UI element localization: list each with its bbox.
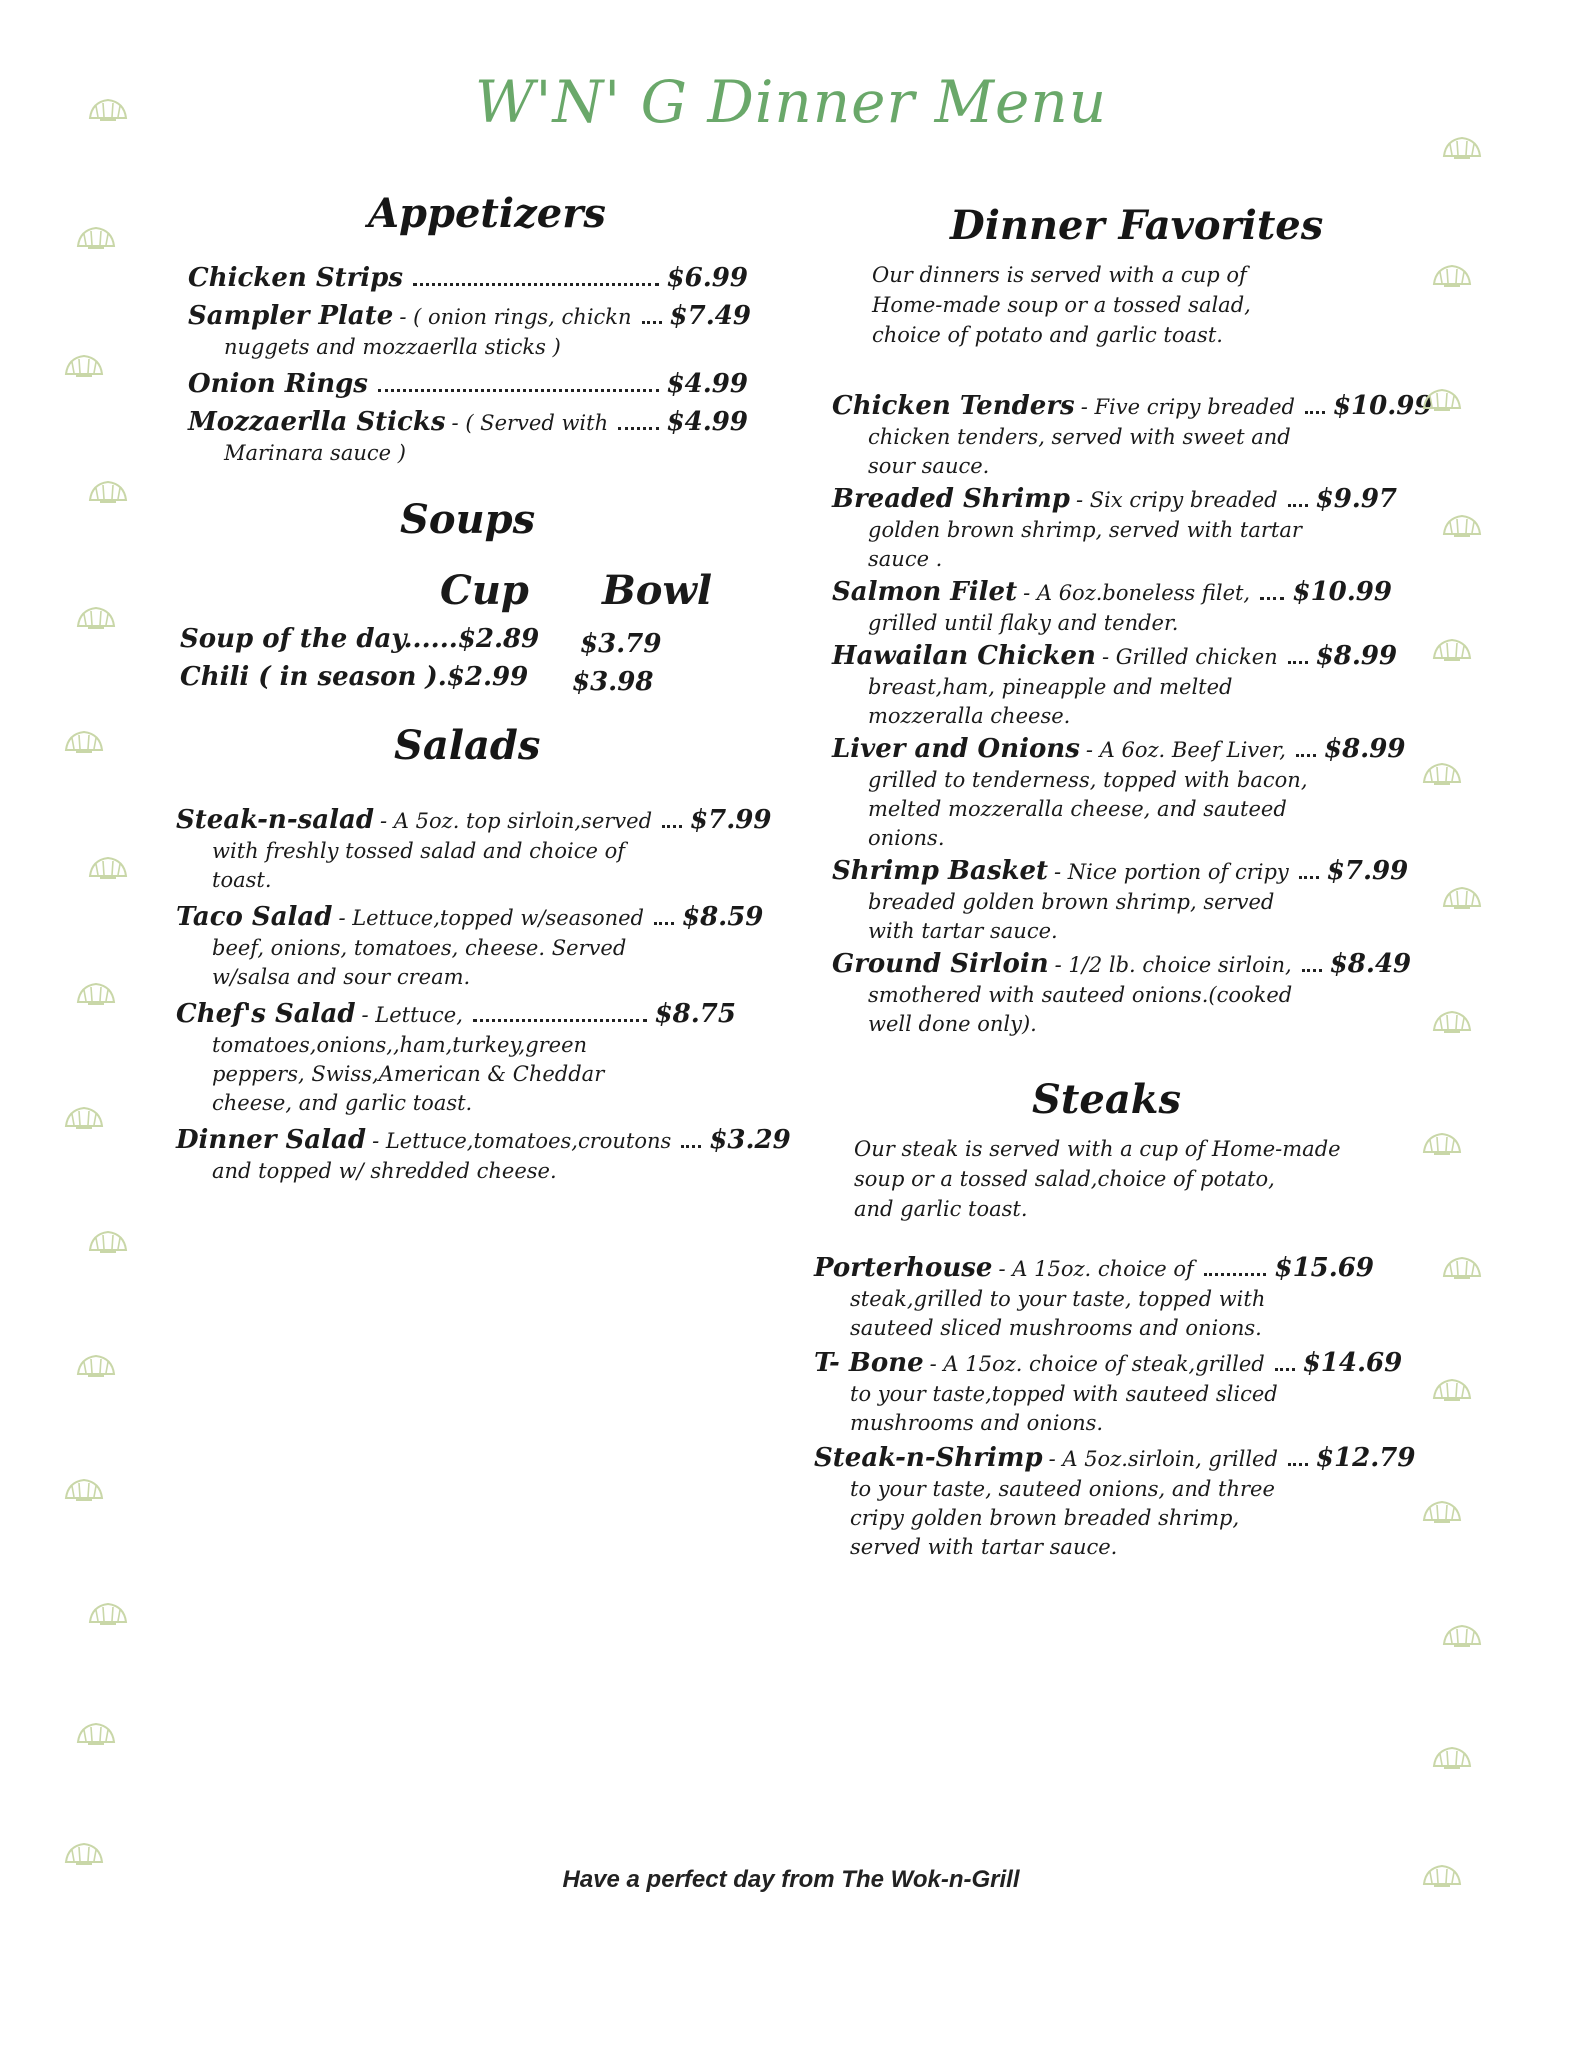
item-desc-cont: nuggets and mozzaerlla sticks ) <box>224 335 561 359</box>
shell-icon <box>86 854 130 884</box>
intro-line: soup or a tossed salad,choice of potato, <box>854 1167 1275 1191</box>
item-price: $7.99 <box>690 805 772 835</box>
item-desc: - Lettuce,topped w/seasoned <box>338 906 644 930</box>
item-price: $3.29 <box>709 1125 791 1155</box>
item-name: Chicken Strips <box>188 263 403 293</box>
menu-item <box>188 368 748 400</box>
item-desc-cont: sauce . <box>868 547 943 571</box>
item-line <box>832 948 1412 981</box>
item-desc: - Grilled chicken <box>1101 645 1278 669</box>
item-desc-cont: cripy golden brown breaded shrimp, <box>850 1506 1240 1530</box>
shell-icon <box>1440 1254 1484 1284</box>
item-name: Chicken Tenders <box>832 391 1075 421</box>
shell-icon <box>86 96 130 126</box>
shell-icon <box>74 1720 118 1750</box>
item-price: $8.99 <box>1315 641 1398 671</box>
item-price: $4.99 <box>666 369 748 399</box>
shell-icon <box>62 728 106 758</box>
item-name: Porterhouse <box>814 1253 993 1283</box>
salads-list <box>176 804 791 1192</box>
menu-item <box>814 1252 1374 1343</box>
item-name: T- Bone <box>814 1348 924 1378</box>
appetizers-list <box>188 262 751 474</box>
item-desc-cont: mushrooms and onions. <box>850 1411 1104 1435</box>
item-desc-cont: to your taste, sauteed onions, and three <box>850 1477 1275 1501</box>
item-desc: - Five cripy breaded <box>1080 395 1295 419</box>
shell-icon <box>62 1840 106 1870</box>
item-line <box>176 804 772 837</box>
menu-item <box>176 901 764 992</box>
item-desc-cont: and topped w/ shredded cheese. <box>212 1159 557 1183</box>
menu-item <box>832 483 1398 574</box>
item-name: Sampler Plate <box>188 301 394 331</box>
item-name: Steak-n-Shrimp <box>814 1443 1043 1473</box>
item-price: $8.59 <box>681 902 764 932</box>
item-desc-cont: melted mozzeralla cheese, and sauteed <box>868 797 1287 821</box>
menu-item <box>832 390 1433 481</box>
soup-cup-price: $2.99 <box>446 662 529 692</box>
item-desc-cont: grilled until flaky and tender. <box>868 611 1179 635</box>
item-desc: - A 5oz. top sirloin,served <box>380 809 653 833</box>
item-desc-cont: to your taste,topped with sauteed sliced <box>850 1382 1278 1406</box>
item-desc: - Lettuce,tomatoes,croutons <box>372 1129 672 1153</box>
leader-dots <box>1288 1463 1308 1466</box>
menu-item <box>832 855 1409 946</box>
item-desc-cont: well done only). <box>868 1012 1037 1036</box>
leader-dots <box>681 1145 701 1148</box>
item-desc-cont: tomatoes,onions,,ham,turkey,green <box>212 1033 588 1057</box>
item-desc-cont: served with tartar sauce. <box>850 1535 1118 1559</box>
item-price: $14.69 <box>1302 1348 1403 1378</box>
item-desc-cont: toast. <box>212 868 272 892</box>
menu-item <box>814 1442 1416 1562</box>
shell-icon <box>1430 1376 1474 1406</box>
item-desc-cont: smothered with sauteed onions.(cooked <box>868 983 1293 1007</box>
shell-icon <box>74 604 118 634</box>
shell-icon <box>1440 512 1484 542</box>
item-line <box>176 1124 791 1157</box>
leader-dots <box>413 283 659 286</box>
shell-icon <box>1440 1622 1484 1652</box>
shell-icon <box>86 1600 130 1630</box>
item-name: Breaded Shrimp <box>832 484 1070 514</box>
item-desc-cont: with tartar sauce. <box>868 919 1058 943</box>
menu-item <box>832 733 1406 853</box>
soup-cup-price: $2.89 <box>457 624 540 654</box>
leader-dots <box>654 922 674 925</box>
shell-icon <box>1430 1744 1474 1774</box>
item-desc-cont: w/salsa and sour cream. <box>212 965 471 989</box>
shell-icon <box>86 478 130 508</box>
appetizers-heading: Appetizers <box>368 190 606 237</box>
steaks-heading: Steaks <box>1032 1076 1181 1123</box>
menu-item <box>176 998 736 1118</box>
footer-text: Have a perfect day from The Wok-n-Grill <box>562 1866 1020 1893</box>
leader-dots <box>1305 411 1325 414</box>
item-desc: - Lettuce, <box>361 1003 463 1027</box>
item-desc: - A 6oz. Beef Liver, <box>1085 738 1286 762</box>
item-line <box>832 483 1398 516</box>
item-desc-cont: grilled to tenderness, topped with bacon, <box>868 768 1308 792</box>
item-desc-cont: peppers, Swiss,American & Cheddar <box>212 1062 605 1086</box>
item-name: Hawailan Chicken <box>832 641 1096 671</box>
soup-bowl-price: $3.98 <box>572 667 654 697</box>
item-price: $10.99 <box>1332 391 1433 421</box>
item-desc: - A 15oz. choice of steak,grilled <box>929 1352 1265 1376</box>
item-desc-cont: beef, onions, tomatoes, cheese. Served <box>212 936 627 960</box>
intro-line: choice of potato and garlic toast. <box>872 323 1223 347</box>
item-line <box>814 1252 1374 1285</box>
soups-cup-label: Cup <box>440 567 529 614</box>
soup-row <box>180 662 528 692</box>
menu-item <box>832 576 1392 638</box>
item-desc-cont: onions. <box>868 826 945 850</box>
menu-item <box>188 300 751 362</box>
shell-icon <box>62 1104 106 1134</box>
leader-dots <box>1296 754 1316 757</box>
leader-dots <box>378 389 659 392</box>
item-desc: - A 15oz. choice of <box>998 1257 1194 1281</box>
shell-icon <box>1420 1130 1464 1160</box>
item-price: $8.99 <box>1324 734 1406 764</box>
intro-line: and garlic toast. <box>854 1197 1028 1221</box>
item-line <box>832 855 1409 888</box>
item-desc: - ( onion rings, chickn <box>399 305 632 329</box>
item-price: $7.99 <box>1326 856 1409 886</box>
item-desc-cont: breaded golden brown shrimp, served <box>868 890 1275 914</box>
item-desc-cont: chicken tenders, served with sweet and <box>868 425 1291 449</box>
shell-icon <box>62 352 106 382</box>
item-desc-cont: sauteed sliced mushrooms and onions. <box>850 1316 1262 1340</box>
item-desc: - 1/2 lb. choice sirloin, <box>1054 953 1292 977</box>
intro-line: Our steak is served with a cup of Home-made <box>854 1137 1341 1161</box>
soups-heading: Soups <box>400 496 536 543</box>
item-name: Steak-n-salad <box>176 805 375 835</box>
steaks-list <box>814 1252 1416 1566</box>
menu-item <box>176 804 772 895</box>
shell-icon <box>74 224 118 254</box>
soup-name: Chili ( in season ). <box>180 662 447 692</box>
item-price: $8.75 <box>654 999 736 1029</box>
shell-icon <box>1420 760 1464 790</box>
item-price: $6.99 <box>666 263 748 293</box>
item-desc-cont: mozzeralla cheese. <box>868 704 1071 728</box>
item-name: Ground Sirloin <box>832 949 1049 979</box>
item-desc: - A 6oz.boneless filet, <box>1023 581 1251 605</box>
leader-dots <box>1204 1273 1267 1276</box>
item-price: $4.99 <box>666 407 748 437</box>
soup-name: Soup of the day...... <box>180 624 458 654</box>
steaks-intro <box>854 1134 1341 1224</box>
leader-dots <box>1260 597 1284 600</box>
leader-dots <box>473 1019 647 1022</box>
soups-bowl-label: Bowl <box>602 567 713 614</box>
leader-dots <box>662 825 682 828</box>
menu-item <box>188 262 748 294</box>
item-name: Chef's Salad <box>176 999 356 1029</box>
shell-icon <box>1430 636 1474 666</box>
menu-item <box>176 1124 791 1186</box>
item-price: $12.79 <box>1315 1443 1416 1473</box>
item-line <box>814 1442 1416 1475</box>
menu-item <box>188 406 748 468</box>
salads-heading: Salads <box>394 722 541 769</box>
shell-icon <box>74 980 118 1010</box>
item-desc-cont: golden brown shrimp, served with tartar <box>868 518 1302 542</box>
item-line <box>176 998 736 1031</box>
menu-item <box>832 948 1412 1039</box>
item-name: Dinner Salad <box>176 1125 367 1155</box>
shell-icon <box>1420 386 1464 416</box>
menu-item <box>832 640 1398 731</box>
item-name: Onion Rings <box>188 369 368 399</box>
shell-icon <box>1420 1498 1464 1528</box>
item-desc: - Six cripy breaded <box>1075 488 1278 512</box>
item-desc-cont: steak,grilled to your taste, topped with <box>850 1287 1266 1311</box>
leader-dots <box>642 321 662 324</box>
shell-icon <box>1430 1008 1474 1038</box>
item-desc-cont: cheese, and garlic toast. <box>212 1091 473 1115</box>
item-price: $10.99 <box>1292 577 1392 607</box>
shell-icon <box>62 1476 106 1506</box>
item-name: Shrimp Basket <box>832 856 1049 886</box>
shell-icon <box>1440 884 1484 914</box>
item-desc: - Nice portion of cripy <box>1054 860 1289 884</box>
item-desc-cont: Marinara sauce ) <box>224 441 406 465</box>
intro-line: Our dinners is served with a cup of <box>872 263 1247 287</box>
leader-dots <box>1288 504 1308 507</box>
item-desc: - A 5oz.sirloin, grilled <box>1048 1447 1278 1471</box>
item-name: Mozzaerlla Sticks <box>188 407 446 437</box>
leader-dots <box>1302 969 1322 972</box>
item-line <box>832 640 1398 673</box>
menu-item <box>814 1347 1403 1438</box>
dinner-heading: Dinner Favorites <box>950 202 1324 249</box>
item-price: $9.97 <box>1315 484 1398 514</box>
soup-bowl-price: $3.79 <box>580 629 662 659</box>
soup-row <box>180 624 539 654</box>
item-desc-cont: sour sauce. <box>868 454 990 478</box>
item-name: Liver and Onions <box>832 734 1080 764</box>
dinner-list <box>832 390 1433 1041</box>
item-line <box>832 390 1433 423</box>
shell-icon <box>1420 1862 1464 1892</box>
item-name: Taco Salad <box>176 902 333 932</box>
leader-dots <box>1288 661 1308 664</box>
item-desc-cont: with freshly tossed salad and choice of <box>212 839 626 863</box>
dinner-intro <box>872 260 1251 350</box>
leader-dots <box>1299 876 1319 879</box>
item-price: $7.49 <box>669 301 751 331</box>
item-line <box>832 576 1392 609</box>
leader-dots <box>618 427 658 430</box>
intro-line: Home-made soup or a tossed salad, <box>872 293 1251 317</box>
leader-dots <box>1275 1368 1295 1371</box>
shell-icon <box>1430 262 1474 292</box>
item-name: Salmon Filet <box>832 577 1018 607</box>
shell-icon <box>74 1352 118 1382</box>
item-line <box>176 901 764 934</box>
item-price: $8.49 <box>1329 949 1412 979</box>
item-price: $15.69 <box>1274 1253 1374 1283</box>
item-desc-cont: breast,ham, pineapple and melted <box>868 675 1233 699</box>
item-desc: - ( Served with <box>451 411 609 435</box>
shell-icon <box>1440 134 1484 164</box>
menu-title: W'N' G Dinner Menu <box>474 68 1108 136</box>
shell-icon <box>86 1228 130 1258</box>
item-line <box>814 1347 1403 1380</box>
item-line <box>832 733 1406 766</box>
